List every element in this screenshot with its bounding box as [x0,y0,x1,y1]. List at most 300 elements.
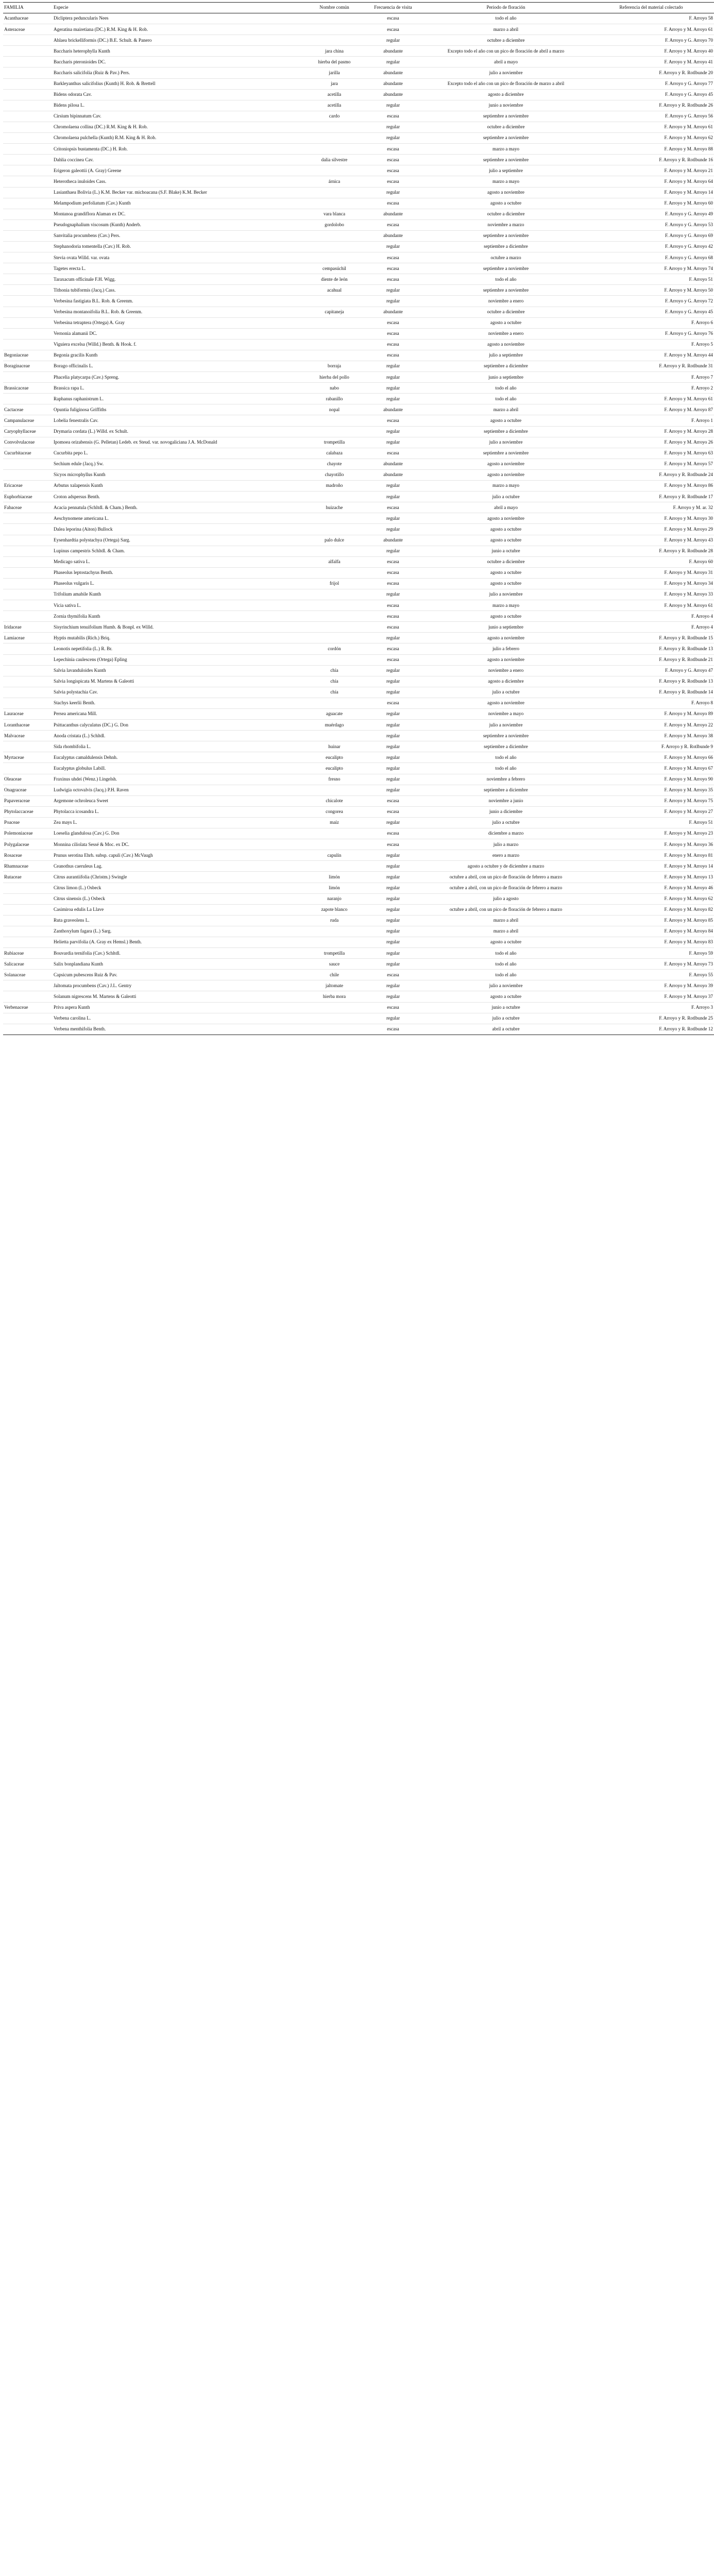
cell-visit-frequency: regular [386,396,400,401]
cell-flowering-period: noviembre a febrero [486,776,525,782]
table-row [3,111,714,122]
cell-common-name: huizache [326,504,343,510]
cell-visit-frequency: escasa [387,700,399,706]
cell-family: Caryophyllaceae [4,429,36,434]
cell-family: Oleaceae [4,776,22,782]
cell-flowering-period: julio a octubre [492,689,520,695]
cell-species: Tithonia tubiformis (Jacq.) Cass. [54,287,116,293]
cell-common-name [306,611,363,622]
cell-specimen-reference: F. Arroyo y R. Rotlbunde 13 [659,646,713,651]
cell-common-name [306,785,363,795]
cell-family: Polygalaceae [4,841,29,847]
cell-specimen-reference: F. Arroyo y R. Rotlbunde 14 [659,689,713,695]
table-row [3,806,714,817]
cell-common-name: nabo [330,385,339,391]
cell-specimen-reference: F. Arroyo y R. Rotlbunde 20 [659,70,713,75]
cell-specimen-reference: F. Arroyo y M. Arroyo 60 [664,200,713,206]
cell-specimen-reference: F. Arroyo y M. Arroyo 22 [664,722,713,727]
table-row [3,883,714,893]
cell-flowering-period: octubre a diciembre [487,309,525,314]
cell-specimen-reference: F. Arroyo 6 [691,320,713,326]
cell-visit-frequency: regular [386,374,400,380]
cell-family [3,122,53,132]
table-row [3,622,714,633]
table-row [3,133,714,144]
cell-visit-frequency: regular [386,776,400,782]
cell-specimen-reference: F. Arroyo y M. Arroyo 28 [664,429,713,434]
cell-visit-frequency: regular [386,494,400,499]
cell-flowering-period: enero a marzo [492,852,520,858]
cell-common-name [306,339,363,350]
cell-common-name: sauce [329,961,340,967]
cell-specimen-reference: F. Arroyo y M. Arroyo 64 [664,178,713,184]
table-row [3,654,714,665]
cell-species: Sicyos microphyllus Kunth [54,472,106,478]
cell-common-name [306,187,363,198]
cell-species: Sida rhombifolia L. [54,743,91,749]
cell-common-name [306,654,363,665]
table-row [3,383,714,394]
cell-visit-frequency: regular [386,1015,400,1021]
cell-flowering-period: junio a noviembre [488,103,523,108]
cell-family [3,144,53,155]
cell-specimen-reference: F. Arroyo y G. Arroyo 53 [665,222,713,228]
cell-visit-frequency: regular [386,429,400,434]
cell-specimen-reference: F. Arroyo y R. Rotlbunde 24 [659,472,713,478]
cell-specimen-reference: F. Arroyo y M. Arroyo 38 [664,733,713,738]
cell-common-name: acetilla [327,103,342,108]
cell-specimen-reference: F. Arroyo y M. Arroyo 35 [664,787,713,793]
cell-visit-frequency: regular [386,298,400,303]
cell-family [3,209,53,219]
cell-family [3,35,53,46]
cell-flowering-period: julio a octubre [492,1015,520,1021]
cell-species: Eucalyptus globulus Labill. [54,765,106,771]
cell-common-name: aguacate [326,711,343,717]
table-row [3,372,714,383]
cell-flowering-period: septiembre a diciembre [484,743,528,749]
table-row [3,817,714,828]
cell-flowering-period: julio a octubre [492,820,520,825]
cell-flowering-period: septiembre a diciembre [484,787,528,793]
cell-flowering-period: septiembre a diciembre [484,244,528,249]
cell-flowering-period: agosto a octubre y de diciembre a marzo [467,863,545,869]
table-row [3,296,714,307]
cell-flowering-period: octubre a diciembre [487,559,525,565]
cell-flowering-period: octubre a abril, con un pico de floración de febrero a marzo [449,885,563,890]
cell-specimen-reference: F. Arroyo y M. Arroyo 74 [664,265,713,271]
cell-visit-frequency: abundante [383,461,403,467]
cell-visit-frequency: escasa [387,809,399,815]
cell-specimen-reference: F. Arroyo y G. Arroyo 42 [665,244,713,249]
cell-common-name: acahual [327,287,342,293]
column-header-visit-frequency: Frecuencia de visita [363,3,423,13]
cell-visit-frequency: escasa [387,146,399,151]
cell-family: Rhamnaceae [4,863,28,869]
cell-flowering-period: julio a noviembre [489,439,523,445]
table-row [3,230,714,241]
cell-common-name: gordolobo [325,222,344,228]
cell-specimen-reference: F. Arroyo y M. Arroyo 26 [664,439,713,445]
table-row [3,676,714,687]
cell-common-name: hierba del pasmo [318,59,351,64]
cell-common-name [306,415,363,426]
cell-species: Opuntia fuliginosa Griffiths [54,406,107,412]
cell-flowering-period: agosto a noviembre [487,635,524,640]
cell-species: Arbutus xalapensis Kunth [54,483,103,488]
cell-flowering-period: octubre a marzo [490,255,521,260]
cell-species: Ludwigia octovalvis (Jacq.) P.H. Raven [54,787,129,793]
cell-visit-frequency: regular [386,743,400,749]
cell-species: Brassica rapa L. [54,385,84,391]
cell-common-name [306,731,363,741]
cell-visit-frequency: regular [386,950,400,956]
cell-visit-frequency: regular [386,526,400,532]
cell-common-name: congorea [326,809,343,815]
cell-common-name: rabanillo [326,396,343,401]
cell-specimen-reference: F. Arroyo 55 [689,972,713,977]
table-row [3,980,714,991]
table-row [3,361,714,372]
cell-visit-frequency: regular [386,385,400,391]
cell-common-name: eucalipto [326,754,343,760]
cell-specimen-reference: F. Arroyo y M. Arroyo 89 [664,711,713,717]
cell-flowering-period: todo el año [495,385,517,391]
cell-family [3,513,53,524]
cell-visit-frequency: regular [386,124,400,130]
table-row [3,394,714,404]
cell-specimen-reference: F. Arroyo y G. Arroyo 45 [665,92,713,97]
cell-visit-frequency: regular [386,939,400,945]
cell-visit-frequency: regular [386,59,400,64]
cell-species: Montanoa grandiflora Alaman ex DC. [54,211,126,217]
cell-visit-frequency: escasa [387,276,399,282]
cell-common-name [306,13,363,24]
cell-species: Lobelia fenestralis Cav. [54,417,98,423]
cell-species: Ageratina mairetiana (DC.) R.M. King & H. Rob. [54,26,148,32]
table-row [3,763,714,774]
cell-family [3,307,53,317]
cell-common-name: cordón [328,646,341,651]
cell-flowering-period: todo el año [495,972,517,977]
table-row [3,600,714,611]
cell-family [3,78,53,89]
table-row [3,241,714,252]
cell-visit-frequency: regular [386,820,400,825]
cell-specimen-reference: F. Arroyo y M. Arroyo 90 [664,776,713,782]
cell-visit-frequency: regular [386,287,400,293]
cell-common-name: chayotillo [325,472,344,478]
cell-specimen-reference: F. Arroyo y M. Arroyo 33 [664,591,713,597]
cell-species: Trifolium amabile Kunth [54,591,101,597]
cell-flowering-period: agosto a noviembre [487,472,524,478]
cell-visit-frequency: regular [386,874,400,879]
cell-specimen-reference: F. Arroyo y M. Arroyo 66 [664,754,713,760]
column-header-specimen-reference: Referencia del material colectado [588,3,714,13]
cell-flowering-period: marzo a mayo [492,483,520,488]
cell-family [3,296,53,307]
species-table [3,2,714,1035]
cell-common-name: jara china [325,48,344,54]
cell-specimen-reference: F. Arroyo y M. Arroyo 13 [664,874,713,879]
cell-family [3,643,53,654]
cell-visit-frequency: regular [386,852,400,858]
cell-visit-frequency: escasa [387,320,399,326]
cell-common-name [306,524,363,535]
cell-common-name [306,567,363,578]
table-row [3,850,714,861]
cell-specimen-reference: F. Arroyo y M. Arroyo 85 [664,918,713,923]
cell-flowering-period: agosto a noviembre [487,461,524,467]
cell-visit-frequency: regular [386,135,400,141]
cell-flowering-period: todo el año [495,754,517,760]
table-row [3,948,714,959]
cell-visit-frequency: escasa [387,222,399,228]
cell-visit-frequency: escasa [387,265,399,271]
cell-common-name [306,122,363,132]
cell-common-name: árnica [328,178,341,184]
cell-specimen-reference: F. Arroyo y M. Arroyo 75 [664,798,713,804]
cell-flowering-period: abril a mayo [494,504,518,510]
cell-visit-frequency: regular [386,928,400,934]
cell-common-name: limón [329,885,340,890]
table-row [3,426,714,437]
cell-specimen-reference: F. Arroyo y R. Rotlbunde 16 [659,157,713,162]
cell-visit-frequency: escasa [387,831,399,836]
cell-visit-frequency: escasa [387,157,399,162]
cell-common-name [306,698,363,708]
cell-visit-frequency: regular [386,668,400,673]
cell-family [3,611,53,622]
cell-common-name [306,828,363,839]
cell-species: Tagetes erecta L. [54,265,86,271]
cell-flowering-period: septiembre a noviembre [483,233,529,239]
cell-family [3,904,53,915]
table-row [3,567,714,578]
cell-family [3,578,53,589]
cell-specimen-reference: F. Arroyo y M. Arroyo 50 [664,287,713,293]
cell-flowering-period: octubre a abril, con un pico de floración de febrero a marzo [449,874,563,879]
cell-family: Malvaceae [4,733,25,738]
cell-specimen-reference: F. Arroyo y R. Rotlbunde 12 [659,1026,713,1032]
cell-species: Ipomoea orizabensis (G. Pelletan) Ledeb. ex Steud. var. novogaliciana J.A. McDonald [54,439,217,445]
table-row [3,1024,714,1035]
cell-flowering-period: agosto a octubre [490,417,522,423]
cell-species: Anoda cristata (L.) Schltdl. [54,733,106,738]
cell-visit-frequency: regular [386,885,400,890]
cell-visit-frequency: regular [386,244,400,249]
cell-specimen-reference: F. Arroyo y M. Arroyo 31 [664,570,713,575]
cell-common-name: eucalipto [326,765,343,771]
cell-flowering-period: agosto a octubre [490,939,522,945]
table-row [3,459,714,469]
table-row [3,1013,714,1024]
table-row [3,861,714,872]
cell-species: Chromolaena pulchella (Kunth) R.M. King & H. Rob. [54,135,157,141]
cell-family [3,328,53,339]
cell-common-name: madroño [326,483,343,488]
cell-species: Fraxinus uhdei (Wenz.) Lingelsh. [54,776,117,782]
cell-family [3,317,53,328]
cell-specimen-reference: F. Arroyo y M. ar. 32 [673,504,713,510]
cell-flowering-period: agosto a octubre [490,613,522,619]
cell-flowering-period: noviembre a marzo [487,222,524,228]
cell-family: Fabaceae [4,504,22,510]
cell-visit-frequency: escasa [387,798,399,804]
table-row [3,24,714,35]
cell-common-name [306,296,363,307]
cell-common-name: trompetilla [324,950,345,956]
cell-specimen-reference: F. Arroyo y R. Rotlbunde 31 [659,363,713,369]
cell-common-name: calabaza [326,450,343,456]
cell-common-name: trompetilla [324,439,345,445]
cell-specimen-reference: F. Arroyo 7 [691,374,713,380]
cell-species: Dahlia coccinea Cav. [54,157,94,162]
cell-species: Pseudognaphalium viscosum (Kunth) Anderb. [54,222,141,228]
cell-specimen-reference: F. Arroyo y M. Arroyo 23 [664,831,713,836]
column-header-species: Especie [53,3,306,13]
cell-species: Phacelia platycarpa (Cav.) Spreng. [54,374,120,380]
cell-common-name [306,426,363,437]
cell-family [3,252,53,263]
cell-common-name: chía [330,679,338,684]
table-row [3,263,714,274]
cell-species: Citrus sinensis (L.) Osbeck [54,896,106,902]
table-row [3,556,714,567]
cell-species: Lasianthaea Bolivia (L.) K.M. Becker var. michoacana (S.F. Blake) K.M. Becker [54,189,207,195]
cell-flowering-period: noviembre a enero [488,298,524,303]
cell-species: Capsicum pubescens Ruiz & Pav. [54,972,117,977]
cell-visit-frequency: abundante [383,81,403,86]
column-header-common-name: Nombre común [306,3,363,13]
cell-family [3,394,53,404]
cell-species: Vernonia alamanii DC. [54,331,97,336]
cell-specimen-reference: F. Arroyo y M. Arroyo 40 [664,48,713,54]
cell-specimen-reference: F. Arroyo y M. Arroyo 62 [664,135,713,141]
cell-visit-frequency: regular [386,918,400,923]
cell-common-name: alfalfa [328,559,341,565]
cell-common-name: capitaneja [325,309,344,314]
cell-flowering-period: septiembre a noviembre [483,450,529,456]
cell-flowering-period: julio a noviembre [489,982,523,988]
cell-species: Ahlaea brickelliformis (DC.) B.E. Schult. & Panero [54,37,152,43]
cell-visit-frequency: escasa [387,15,399,21]
cell-family [3,285,53,296]
table-row [3,89,714,100]
cell-visit-frequency: regular [386,189,400,195]
cell-specimen-reference: F. Arroyo y G. Arroyo 68 [665,255,713,260]
cell-common-name [306,133,363,144]
cell-flowering-period: agosto a noviembre [487,515,524,521]
table-row [3,785,714,795]
cell-family [3,263,53,274]
cell-common-name: ruda [330,918,339,923]
cell-family [3,469,53,480]
cell-flowering-period: agosto a diciembre [488,679,524,684]
cell-visit-frequency: regular [386,765,400,771]
table-row [3,35,714,46]
cell-family [3,155,53,165]
cell-species: Vicia sativa L. [54,602,81,608]
cell-visit-frequency: escasa [387,342,399,347]
cell-visit-frequency: regular [386,993,400,999]
table-row [3,219,714,230]
table-row [3,481,714,492]
cell-common-name: diente de león [321,276,348,282]
cell-family [3,741,53,752]
cell-specimen-reference: F. Arroyo 51 [689,276,713,282]
cell-family: Campanulaceae [4,417,35,423]
cell-specimen-reference: F. Arroyo y M. Arroyo 36 [664,841,713,847]
cell-visit-frequency: regular [386,961,400,967]
cell-visit-frequency: escasa [387,167,399,173]
table-row [3,970,714,980]
column-header-flowering-period: Periodo de floración [423,3,588,13]
cell-family [3,524,53,535]
cell-common-name [306,1002,363,1013]
cell-species: Taraxacum officinale F.H. Wigg. [54,276,116,282]
cell-species: Salvia polystachia Cav. [54,689,98,695]
cell-visit-frequency: abundante [383,309,403,314]
cell-visit-frequency: abundante [383,233,403,239]
cell-visit-frequency: escasa [387,504,399,510]
cell-common-name [306,35,363,46]
table-row [3,339,714,350]
cell-species: Solanum nigrescens M. Martens & Galeotti [54,993,137,999]
cell-common-name: borraja [327,363,341,369]
table-row [3,46,714,57]
cell-visit-frequency: escasa [387,113,399,119]
cell-family: Poaceae [4,820,20,825]
cell-common-name: huinar [328,743,341,749]
cell-species: Medicago sativa L. [54,559,90,565]
cell-visit-frequency: regular [386,439,400,445]
cell-species: Leonotis nepetifolia (L.) R. Br. [54,646,113,651]
cell-common-name [306,622,363,633]
cell-flowering-period: todo el año [495,765,517,771]
cell-flowering-period: agosto a octubre [490,537,522,543]
cell-flowering-period: marzo a abril [493,406,519,412]
cell-flowering-period: septiembre a noviembre [483,157,529,162]
cell-visit-frequency: escasa [387,450,399,456]
cell-common-name [306,633,363,643]
cell-specimen-reference: F. Arroyo y M. Arroyo 44 [664,352,713,358]
cell-flowering-period: julio a febrero [492,646,520,651]
cell-family: Euphorbiaceae [4,494,32,499]
table-row [3,209,714,219]
cell-species: Erigeron galeottii (A. Gray) Greene [54,167,122,173]
cell-species: Sechium edule (Jacq.) Sw. [54,461,104,467]
cell-species: Lupinus campestris Schltdl. & Cham. [54,548,125,554]
cell-family [3,274,53,285]
cell-species: Bidens pilosa L. [54,103,84,108]
table-row [3,448,714,459]
cell-species: Jaltomata procumbens (Cav.) J.L. Gentry [54,982,132,988]
cell-specimen-reference: F. Arroyo y G. Arroyo 45 [665,309,713,314]
table-row [3,872,714,883]
cell-species: Prunus serotina Ehrh. subsp. capuli (Cav.) McVaugh [54,852,153,858]
cell-visit-frequency: regular [386,483,400,488]
cell-visit-frequency: escasa [387,602,399,608]
cell-flowering-period: agosto a octubre [490,200,522,206]
cell-specimen-reference: F. Arroyo y M. Arroyo 29 [664,526,713,532]
cell-specimen-reference: F. Arroyo y R. Rotlbunde 17 [659,494,713,499]
cell-flowering-period: julio a septiembre [489,352,523,358]
cell-flowering-period: octubre a diciembre [487,211,525,217]
column-header-family: FAMILIA [3,3,53,13]
cell-flowering-period: septiembre a diciembre [484,429,528,434]
cell-visit-frequency: escasa [387,1004,399,1010]
